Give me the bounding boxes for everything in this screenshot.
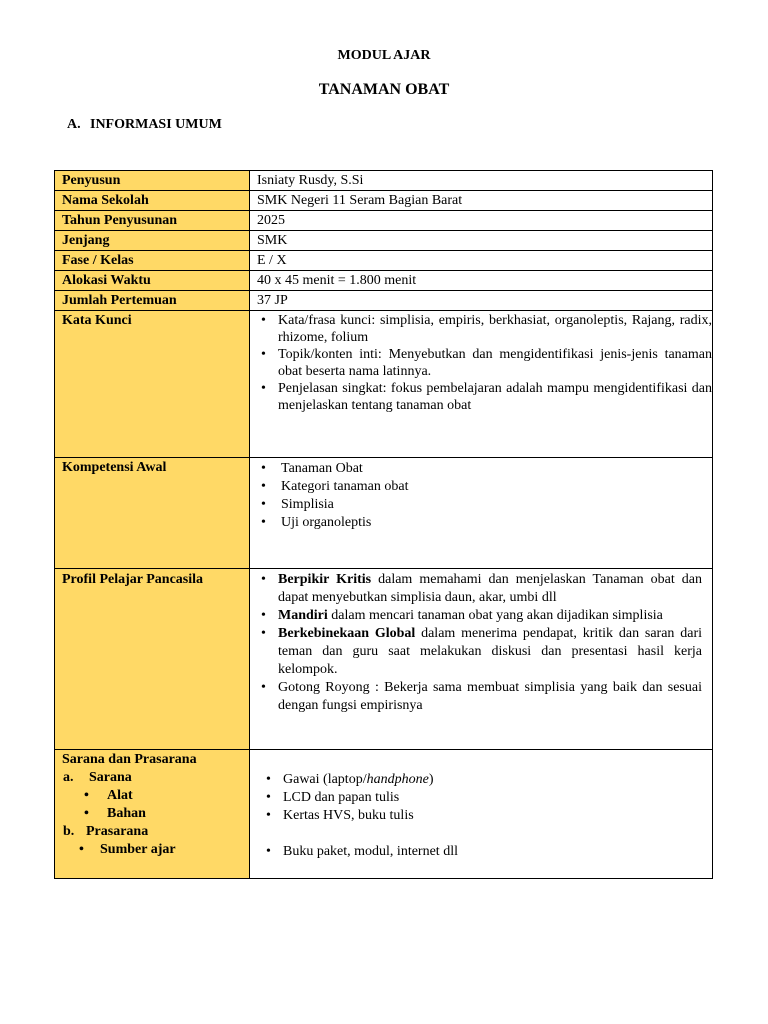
row-label: Alokasi Waktu bbox=[55, 271, 250, 291]
list-item-text: Uji organoleptis bbox=[281, 515, 372, 530]
bahan-label-line bbox=[62, 805, 243, 823]
list-item-text: Penjelasan singkat: fokus pembelajaran adalah mampu mengidentifikasi dan menjelaskan tentang tanaman obat bbox=[278, 381, 712, 413]
bullet-icon: • bbox=[266, 772, 271, 787]
bullet-icon: • bbox=[261, 626, 266, 641]
list-item bbox=[257, 679, 702, 715]
bullet-icon: • bbox=[261, 608, 266, 623]
list-item-text: Kertas HVS, buku tulis bbox=[283, 808, 414, 823]
list-item bbox=[257, 346, 712, 380]
list-item bbox=[257, 380, 712, 414]
list-item bbox=[257, 496, 706, 514]
bullet-icon: • bbox=[266, 790, 271, 805]
alat-label-line bbox=[62, 787, 243, 805]
list-item bbox=[257, 312, 712, 346]
bullet-icon: • bbox=[261, 347, 266, 362]
list-item-emphasis: Mandiri bbox=[278, 608, 328, 623]
row-value: 2025 bbox=[250, 211, 713, 231]
bullet-icon: • bbox=[79, 842, 84, 857]
kata-kunci-row bbox=[55, 311, 713, 458]
row-value: SMK bbox=[250, 231, 713, 251]
table-row bbox=[55, 171, 713, 191]
row-label: Jenjang bbox=[55, 231, 250, 251]
table-row bbox=[55, 191, 713, 211]
prasarana-label: Prasarana bbox=[86, 824, 149, 839]
list-item-text: Tanaman Obat bbox=[281, 461, 363, 476]
section-heading bbox=[67, 117, 222, 133]
list-item bbox=[257, 807, 706, 825]
row-value: 40 x 45 menit = 1.800 menit bbox=[250, 271, 713, 291]
sarana-heading bbox=[62, 769, 243, 787]
list-item-text: dalam mencari tanaman obat yang akan dijadikan simplisia bbox=[327, 608, 663, 623]
row-value: 37 JP bbox=[250, 291, 713, 311]
bahan-label: Bahan bbox=[107, 806, 146, 821]
row-label: Sarana dan Prasarana bbox=[62, 752, 197, 767]
row-label: Kompetensi Awal bbox=[55, 458, 250, 569]
row-label: Tahun Penyusunan bbox=[55, 211, 250, 231]
info-table bbox=[54, 170, 713, 879]
list-item-text: Topik/konten inti: Menyebutkan dan mengidentifikasi jenis-jenis tanaman obat beserta nama latinnya. bbox=[278, 347, 712, 379]
list-item-text: Buku paket, modul, internet dll bbox=[283, 844, 458, 859]
kompetensi-list bbox=[250, 458, 713, 569]
list-item bbox=[257, 625, 702, 679]
row-value: E / X bbox=[250, 251, 713, 271]
list-item-emphasis: handphone bbox=[366, 772, 429, 787]
alat-label: Alat bbox=[107, 788, 133, 803]
sumber-label-line bbox=[62, 841, 243, 859]
bullet-icon: • bbox=[261, 572, 266, 587]
list-item bbox=[257, 607, 702, 625]
bullet-icon: • bbox=[261, 461, 266, 476]
table-row bbox=[55, 271, 713, 291]
list-item-text: Kategori tanaman obat bbox=[281, 479, 409, 494]
kompetensi-row bbox=[55, 458, 713, 569]
list-item-emphasis: Berkebinekaan Global bbox=[278, 626, 416, 641]
list-item-text: Simplisia bbox=[281, 497, 334, 512]
section-title: INFORMASI UMUM bbox=[90, 117, 222, 132]
bullet-icon: • bbox=[261, 515, 266, 530]
row-label: Penyusun bbox=[55, 171, 250, 191]
bullet-icon: • bbox=[261, 680, 266, 695]
list-item-text: dalam menerima pendapat, kritik dan saran dari teman dan guru saat melakukan diskusi dan presentasi hasil kerja kelompok. bbox=[278, 626, 703, 677]
list-item bbox=[257, 460, 706, 478]
list-item-emphasis: Berpikir Kritis bbox=[278, 572, 372, 587]
table-row bbox=[55, 231, 713, 251]
bullet-icon: • bbox=[261, 381, 266, 396]
list-item-text: dalam memahami dan menjelaskan Tanaman obat dan dapat menyebutkan simplisia daun, akar, umbi dll bbox=[278, 572, 702, 605]
row-label: Nama Sekolah bbox=[55, 191, 250, 211]
sarana-label: Sarana bbox=[89, 770, 132, 785]
table-row bbox=[55, 211, 713, 231]
bullet-icon: • bbox=[84, 806, 89, 821]
bullet-icon: • bbox=[261, 497, 266, 512]
bullet-icon: • bbox=[261, 479, 266, 494]
kata-kunci-list bbox=[250, 311, 713, 458]
row-label: Profil Pelajar Pancasila bbox=[55, 569, 250, 750]
row-label: Fase / Kelas bbox=[55, 251, 250, 271]
list-item bbox=[257, 571, 702, 607]
document-title: TANAMAN OBAT bbox=[318, 81, 450, 98]
sarana-values bbox=[250, 750, 713, 879]
list-letter: b. bbox=[63, 824, 75, 839]
bullet-icon: • bbox=[261, 313, 266, 328]
list-item bbox=[257, 789, 706, 807]
list-item-text: ) bbox=[428, 772, 434, 787]
module-label: MODUL AJAR bbox=[337, 48, 431, 63]
profil-row bbox=[55, 569, 713, 750]
row-value: Isniaty Rusdy, S.Si bbox=[250, 171, 713, 191]
table-row bbox=[55, 251, 713, 271]
row-label: Jumlah Pertemuan bbox=[55, 291, 250, 311]
profil-list bbox=[250, 569, 713, 750]
list-letter: a. bbox=[63, 770, 74, 785]
list-item-text: Gotong Royong : Bekerja sama membuat simplisia yang baik dan sesuai dengan fungsi empirisnya bbox=[278, 680, 702, 713]
table-row bbox=[55, 291, 713, 311]
list-item bbox=[257, 478, 706, 496]
list-item-text: LCD dan papan tulis bbox=[283, 790, 400, 805]
list-item-text: Kata/frasa kunci: simplisia, empiris, berkhasiat, organoleptis, Rajang, radix, rhizome, folium bbox=[278, 313, 712, 345]
sumber-label: Sumber ajar bbox=[100, 842, 176, 857]
list-item bbox=[257, 514, 706, 532]
sarana-row bbox=[55, 750, 713, 879]
row-label: Kata Kunci bbox=[55, 311, 250, 458]
sarana-labels bbox=[55, 750, 250, 879]
row-value: SMK Negeri 11 Seram Bagian Barat bbox=[250, 191, 713, 211]
bullet-icon: • bbox=[266, 844, 271, 859]
prasarana-heading bbox=[62, 823, 243, 841]
section-letter: A. bbox=[67, 117, 81, 132]
bullet-icon: • bbox=[266, 808, 271, 823]
list-item bbox=[257, 843, 706, 861]
bullet-icon: • bbox=[84, 788, 89, 803]
list-item-text: Gawai (laptop/ bbox=[283, 772, 367, 787]
list-item bbox=[257, 771, 706, 789]
